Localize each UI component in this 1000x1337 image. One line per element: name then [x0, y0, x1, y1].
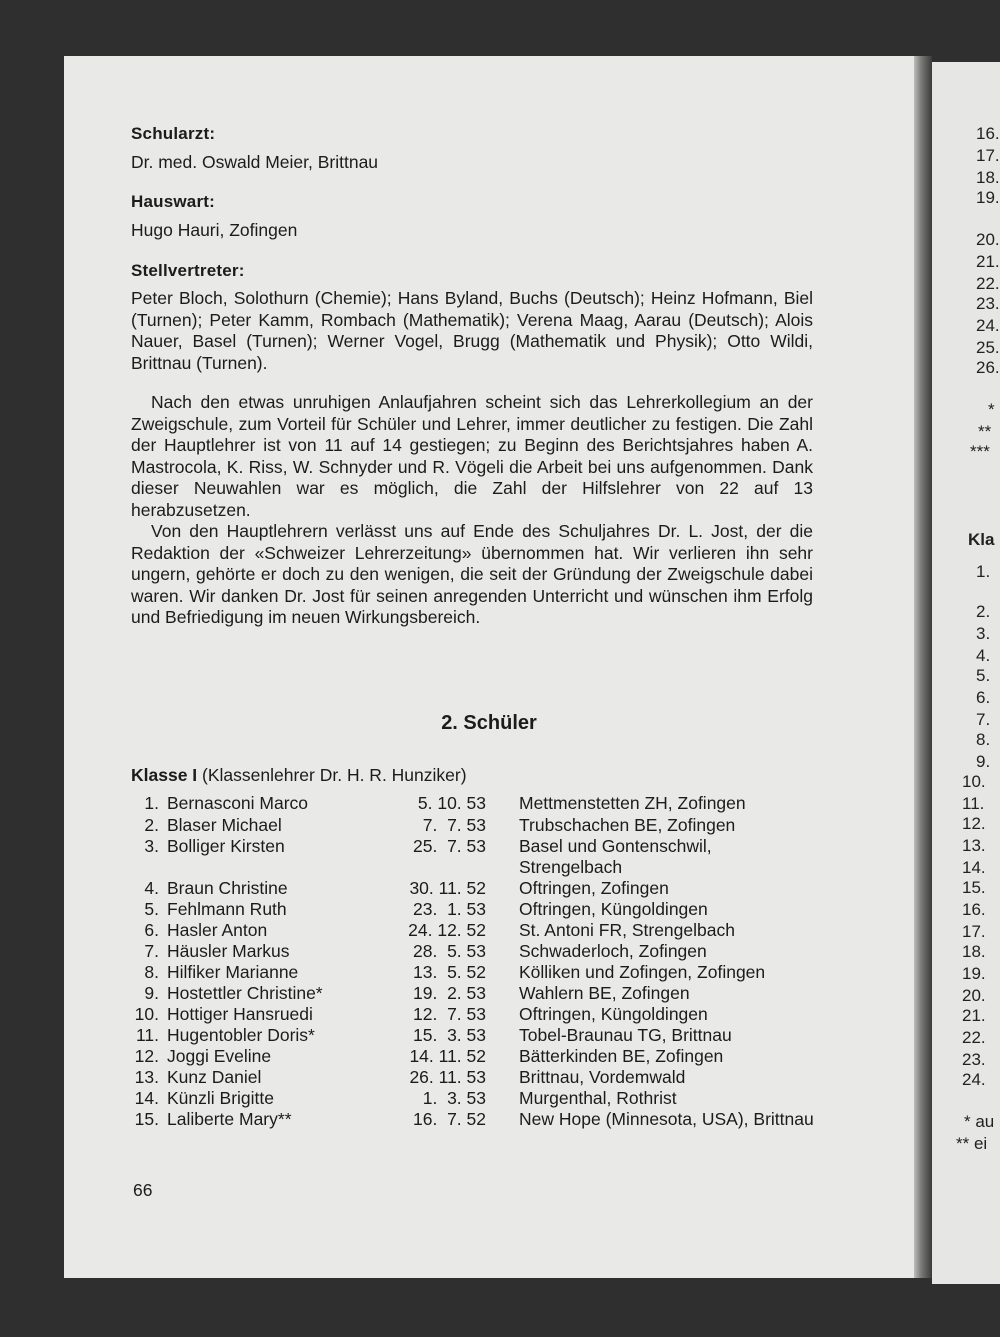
right-page-number: 19.: [962, 964, 986, 983]
student-birthdate: 30. 11. 52: [409, 878, 486, 898]
right-page-number: 9.: [976, 752, 991, 771]
student-birthdate: 1. 3. 53: [422, 1088, 486, 1108]
student-place: Kölliken und Zofingen, Zofingen: [519, 962, 766, 982]
stellvertreter-section: [131, 261, 813, 374]
student-place: Murgenthal, Rothrist: [519, 1088, 677, 1108]
student-number: 1.: [144, 793, 159, 813]
student-number: 4.: [144, 878, 159, 898]
table-row: [131, 878, 831, 899]
right-page-number: 8.: [976, 730, 991, 749]
right-page-number: 1.: [976, 562, 991, 581]
table-row: [131, 836, 831, 877]
table-row: [131, 941, 831, 962]
right-page-number: 2.: [976, 602, 991, 621]
right-page-number: 12.: [962, 814, 986, 833]
section-title: 2. Schüler: [441, 712, 537, 734]
table-row: [131, 1004, 831, 1025]
table-row: [131, 1046, 831, 1067]
table-row: [131, 899, 831, 920]
right-page-number: 22.: [976, 274, 1000, 293]
right-page-number: 3.: [976, 624, 991, 643]
body-text: [131, 392, 813, 629]
table-row: [131, 815, 831, 836]
schularzt-text: Dr. med. Oswald Meier, Brittnau: [131, 152, 379, 172]
student-name: Hilfiker Marianne: [167, 962, 299, 982]
right-page-footnote-mark: *: [988, 400, 995, 419]
hauswart-text: Hugo Hauri, Zofingen: [131, 220, 298, 240]
student-number: 6.: [144, 920, 159, 940]
table-row: [131, 1109, 831, 1130]
schularzt-heading: Schularzt:: [131, 124, 216, 143]
student-number: 5.: [144, 899, 159, 919]
student-birthdate: 28. 5. 53: [413, 941, 486, 961]
right-page-number: 24.: [976, 316, 1000, 335]
student-name: Hasler Anton: [167, 920, 268, 940]
page-number: 66: [133, 1180, 153, 1200]
student-name: Kunz Daniel: [167, 1067, 262, 1087]
student-birthdate: 19. 2. 53: [413, 983, 486, 1003]
right-page-number: 16.: [976, 124, 1000, 143]
student-number: 8.: [144, 962, 159, 982]
student-name: Bolliger Kirsten: [167, 836, 285, 856]
right-page-number: 20.: [962, 986, 986, 1005]
student-name: Bernasconi Marco: [167, 793, 309, 813]
student-number: 14.: [134, 1088, 159, 1108]
right-page-number: 5.: [976, 666, 991, 685]
student-birthdate: 25. 7. 53: [413, 836, 486, 856]
right-page-number: 15.: [962, 878, 986, 897]
student-name: Fehlmann Ruth: [167, 899, 287, 919]
student-number: 9.: [144, 983, 159, 1003]
right-page: [932, 62, 1000, 1284]
right-page-footnote-mark: **: [978, 422, 992, 441]
table-row: [131, 983, 831, 1004]
student-place: St. Antoni FR, Strengelbach: [519, 920, 735, 940]
table-row: [131, 920, 831, 941]
right-page-number: 21.: [976, 252, 1000, 271]
right-page-number: 17.: [962, 922, 986, 941]
student-birthdate: 14. 11. 52: [409, 1046, 486, 1066]
right-page-number: 18.: [962, 942, 986, 961]
right-page-footnote: * au: [964, 1112, 995, 1131]
student-birthdate: 23. 1. 53: [413, 899, 486, 919]
right-page-number: 14.: [962, 858, 986, 877]
right-page-number: 18.: [976, 168, 1000, 187]
right-page-number: 25.: [976, 338, 1000, 357]
right-page-number: 19.: [976, 188, 1000, 207]
student-name: Hugentobler Doris*: [167, 1025, 315, 1045]
stellvertreter-text: Peter Bloch, Solothurn (Chemie); Hans Byland, Buchs (Deutsch); Heinz Hofmann, Biel (Turnen); Peter Kamm, Rombach (Mathematik); Verena Maag, Aarau (Deutsch); Alois Nauer, Basel (Turnen); Werner Vogel, Brugg (Mathematik und Physik); Otto Wildi, Brittnau (Turnen).: [131, 288, 813, 373]
student-place: Brittnau, Vordemwald: [519, 1067, 686, 1087]
right-page-class-heading: Kla: [968, 530, 995, 549]
class-label: Klasse I: [131, 765, 198, 785]
student-birthdate: 26. 11. 53: [409, 1067, 486, 1087]
student-name: Blaser Michael: [167, 815, 282, 835]
student-place: Oftringen, Küngoldingen: [519, 899, 708, 919]
student-number: 3.: [144, 836, 159, 856]
right-page-number: 6.: [976, 688, 991, 707]
right-page-number: 16.: [962, 900, 986, 919]
student-place: New Hope (Minnesota, USA), Brittnau: [519, 1109, 814, 1129]
right-page-footnote: ** ei: [956, 1134, 988, 1153]
paragraph: Von den Hauptlehrern verlässt uns auf Ende des Schuljahres Dr. L. Jost, der die Redaktion der «Schweizer Lehrerzeitung» übernommen hat. Wir verlieren ihn sehr ungern, gehörte er doch zu den wenigen, die seit der Gründung der Zweigschule dabei waren. Wir danken Dr. Jost für seinen anregenden Unterricht und wünschen ihm Erfolg und Befriedigung im neuen Wirkungsbereich.: [131, 521, 813, 627]
student-birthdate: 5. 10. 53: [417, 793, 486, 813]
right-page-number: 24.: [962, 1070, 986, 1089]
student-place: Bätterkinden BE, Zofingen: [519, 1046, 724, 1066]
student-name: Häusler Markus: [167, 941, 290, 961]
right-page-number: 22.: [962, 1028, 986, 1047]
student-name: Künzli Brigitte: [167, 1088, 274, 1108]
student-number: 10.: [134, 1004, 159, 1024]
right-page-number: 26.: [976, 358, 1000, 377]
right-page-footnote-mark: ***: [970, 442, 990, 461]
right-page-number: 20.: [976, 230, 1000, 249]
class-teacher: (Klassenlehrer Dr. H. R. Hunziker): [202, 765, 467, 785]
stellvertreter-heading: Stellvertreter:: [131, 261, 245, 280]
student-place: Tobel-Braunau TG, Brittnau: [519, 1025, 732, 1045]
student-name: Hostettler Christine*: [167, 983, 323, 1003]
hauswart-section: [131, 192, 813, 242]
class-heading: [131, 765, 813, 786]
right-page-number: 23.: [962, 1050, 986, 1069]
right-page-number: 11.: [962, 794, 985, 813]
student-birthdate: 7. 7. 53: [422, 815, 486, 835]
right-page-number: 7.: [976, 710, 991, 729]
student-birthdate: 15. 3. 53: [413, 1025, 486, 1045]
student-birthdate: 16. 7. 52: [413, 1109, 486, 1129]
student-name: Laliberte Mary**: [167, 1109, 292, 1129]
table-row: [131, 1025, 831, 1046]
student-name: Hottiger Hansruedi: [167, 1004, 313, 1024]
book-gutter: [914, 56, 932, 1278]
student-place: Schwaderloch, Zofingen: [519, 941, 707, 961]
student-place: Mettmenstetten ZH, Zofingen: [519, 793, 746, 813]
student-birthdate: 12. 7. 53: [413, 1004, 486, 1024]
right-page-number: 4.: [976, 646, 991, 665]
student-number: 15.: [134, 1109, 159, 1129]
hauswart-heading: Hauswart:: [131, 192, 215, 211]
student-number: 11.: [135, 1025, 159, 1045]
student-place: Basel und Gontenschwil, Strengelbach: [519, 836, 712, 877]
student-place: Oftringen, Küngoldingen: [519, 1004, 708, 1024]
table-row: [131, 1067, 831, 1088]
student-number: 2.: [144, 815, 159, 835]
table-row: [131, 793, 831, 814]
right-page-number: 17.: [976, 146, 1000, 165]
paragraph: Nach den etwas unruhigen Anlaufjahren scheint sich das Lehrerkollegium an der Zweigschule, zum Vorteil für Schüler und Lehrer, immer deutlicher zu festigen. Die Zahl der Hauptlehrer ist von 11 auf 14 gestiegen; zu Beginn des Berichtsjahres haben A. Mastrocola, K. Riss, W. Schnyder und R. Vögeli die Arbeit bei uns aufgenommen. Dank dieser Neuwahlen war es möglich, die Zahl der Hilfslehrer von 22 auf 13 herabzusetzen.: [131, 392, 813, 520]
student-place: Wahlern BE, Zofingen: [519, 983, 690, 1003]
right-page-number: 23.: [976, 294, 1000, 313]
table-row: [131, 962, 831, 983]
student-name: Joggi Eveline: [167, 1046, 272, 1066]
student-number: 12.: [134, 1046, 159, 1066]
student-number: 7.: [144, 941, 159, 961]
student-birthdate: 13. 5. 52: [413, 962, 486, 982]
student-place: Trubschachen BE, Zofingen: [519, 815, 736, 835]
student-place: Oftringen, Zofingen: [519, 878, 669, 898]
student-birthdate: 24. 12. 52: [408, 920, 486, 940]
right-page-number: 10.: [962, 772, 986, 791]
student-number: 13.: [134, 1067, 159, 1087]
schularzt-section: [131, 124, 813, 174]
right-page-number: 13.: [962, 836, 986, 855]
student-name: Braun Christine: [167, 878, 288, 898]
right-page-number: 21.: [962, 1006, 986, 1025]
table-row: [131, 1088, 831, 1109]
